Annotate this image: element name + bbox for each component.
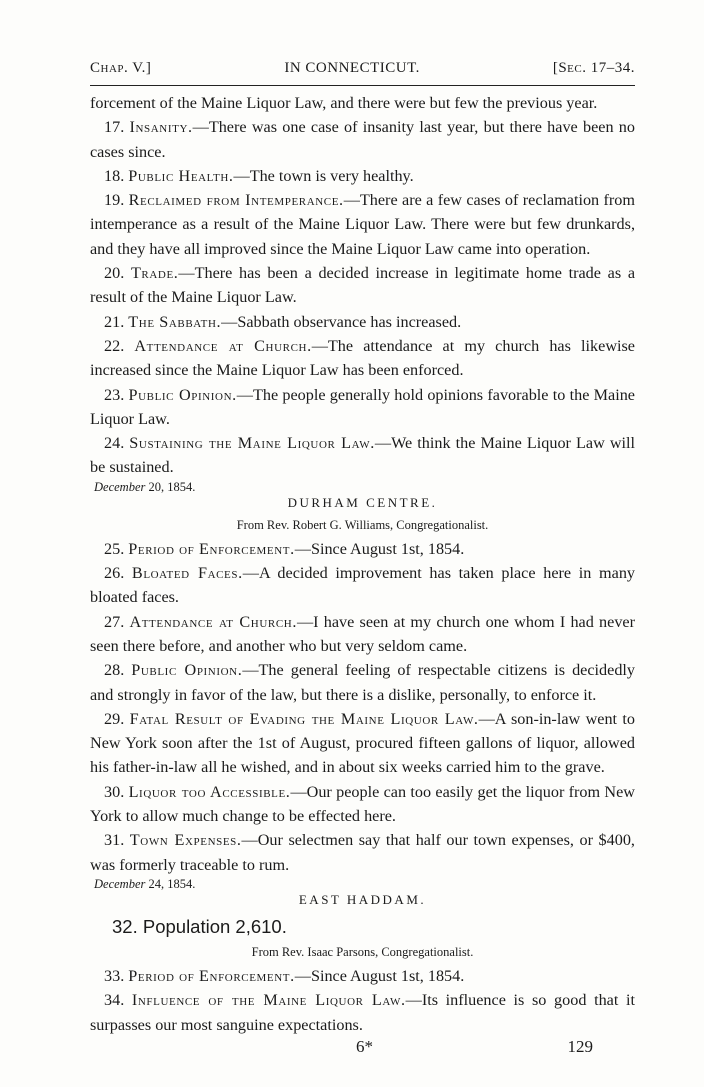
date-month: December — [94, 876, 146, 891]
item-text: —There has been a decided increase in legitimate home trade as a result of the Maine Liquor Law. — [90, 264, 636, 307]
item-number: 17. — [104, 118, 125, 137]
numbered-paragraph — [90, 658, 635, 707]
item-text: —We think the Maine Liquor Law will be sustained. — [90, 434, 636, 477]
item-title: Period of Enforcement. — [128, 966, 295, 985]
correspondent-east-haddam: From Rev. Isaac Parsons, Congregationalist. — [251, 944, 474, 959]
item-number: 23. — [104, 385, 125, 404]
item-title: Town Expenses. — [129, 831, 242, 850]
numbered-paragraph — [90, 431, 635, 480]
header-rule — [90, 85, 635, 86]
numbered-paragraph — [90, 707, 635, 780]
running-head — [90, 60, 635, 81]
date-month: December — [94, 479, 146, 494]
item-title: Liquor too Accessible. — [128, 782, 291, 801]
item-number: 18. — [104, 166, 125, 185]
numbered-paragraph — [90, 610, 635, 659]
item-list-b — [90, 537, 635, 877]
book-page — [90, 60, 635, 1057]
date-line-b — [94, 877, 635, 892]
item-text: —I have seen at my church one whom I had never seen there before, and another who but very seldom came. — [90, 612, 636, 655]
place-heading-east-haddam: EAST HADDAM. — [298, 891, 427, 907]
text-block-b — [90, 537, 635, 877]
item-list-c — [90, 964, 635, 1037]
item-title: Reclaimed from Intemperance. — [128, 191, 344, 210]
item-text: —The general feeling of respectable citizens is decidedly and strongly in favor of the law, but there is a dislike, personally, to enforce it. — [90, 661, 636, 704]
item-number: 20. — [104, 264, 125, 283]
numbered-paragraph — [90, 780, 635, 829]
numbered-paragraph — [90, 988, 635, 1037]
item-title: Sustaining the Maine Liquor Law. — [129, 434, 375, 453]
numbered-paragraph — [90, 115, 635, 164]
numbered-paragraph — [90, 334, 635, 383]
item-number: 26. — [104, 564, 125, 583]
correspondent-durham: From Rev. Robert G. Williams, Congregationalist. — [236, 517, 489, 532]
item-number: 28. — [104, 661, 125, 680]
item-title: Public Opinion. — [131, 661, 243, 680]
item-text: —Its influence is so good that it surpasses our most sanguine expectations. — [90, 991, 635, 1034]
item-text: —There was one case of insanity last year, but there have been no cases since. — [90, 118, 635, 161]
item-number: 34. — [104, 991, 125, 1010]
item-number: 22. — [104, 336, 125, 355]
item-text: —Since August 1st, 1854. — [294, 966, 465, 985]
numbered-paragraph — [90, 261, 635, 310]
text-block-a — [90, 91, 635, 480]
numbered-paragraph — [90, 310, 635, 334]
numbered-paragraph — [90, 188, 635, 261]
item-number: 31. — [104, 831, 125, 850]
item-number: 33. — [104, 966, 125, 985]
date-rest: 20, 1854. — [148, 479, 196, 494]
item-title: Insanity. — [129, 118, 193, 137]
item-title: Public Health. — [128, 166, 234, 185]
numbered-paragraph — [90, 964, 635, 988]
item-number: 27. — [104, 612, 125, 631]
place-heading-durham: DURHAM CENTRE. — [287, 494, 438, 510]
page-number: 129 — [567, 1036, 593, 1056]
item-title: Fatal Result of Evading the Maine Liquor Law. — [129, 709, 479, 728]
numbered-paragraph — [90, 164, 635, 188]
item-text: —Our people can too easily get the liquor from New York to allow much change to be effected here. — [90, 782, 636, 826]
date-rest: 24, 1854. — [148, 876, 196, 891]
item-text: —The town is very healthy. — [233, 166, 414, 185]
signature-mark: 6* — [356, 1036, 373, 1056]
item-text: —The attendance at my church has likewise increased since the Maine Liquor Law has been enforced. — [90, 336, 635, 380]
item-title: Trade. — [130, 264, 179, 283]
section-range: [Sec. 17–34. — [552, 60, 635, 76]
numbered-paragraph — [90, 561, 635, 610]
item-list-a — [90, 115, 635, 479]
item-number: 24. — [104, 434, 125, 453]
item-title: The Sabbath. — [128, 312, 222, 331]
item-text: —Our selectmen say that half our town expenses, or $400, was formerly traceable to rum. — [90, 831, 635, 874]
item-number: 29. — [104, 709, 125, 728]
running-title: IN CONNECTICUT. — [284, 60, 420, 76]
item-title: Attendance at Church. — [134, 336, 312, 355]
date-line-a — [94, 480, 635, 495]
item-title: Bloated Faces. — [131, 564, 243, 583]
item-text: —A son-in-law went to New York soon after the 1st of August, procured fifteen gallons of liquor, allowed his father-in-law all he wished, and in about six weeks carried him to the grave. — [90, 709, 636, 777]
numbered-paragraph — [90, 537, 635, 561]
numbered-paragraph — [90, 828, 635, 877]
item-text: —The people generally hold opinions favorable to the Maine Liquor Law. — [90, 385, 635, 428]
page-footer — [90, 1037, 635, 1057]
item-number: 19. — [104, 191, 125, 210]
population-line: 32. Population 2,610. — [112, 915, 287, 937]
item-number: 25. — [104, 539, 125, 558]
numbered-paragraph — [90, 383, 635, 432]
item-title: Period of Enforcement. — [128, 539, 295, 558]
item-number: 21. — [104, 312, 125, 331]
chapter-label: Chap. V.] — [90, 60, 152, 76]
text-block-c — [90, 964, 635, 1037]
item-title: Attendance at Church. — [129, 612, 297, 631]
item-text: —A decided improvement has taken place here in many bloated faces. — [90, 564, 636, 607]
item-text: —There are a few cases of reclamation from intemperance as a result of the Maine Liquor Law. There were but few drunkards, and they have all improved since the Maine Liquor Law came into operation. — [90, 191, 635, 258]
item-text: —Since August 1st, 1854. — [294, 539, 465, 558]
item-text: —Sabbath observance has increased. — [221, 312, 462, 331]
item-title: Public Opinion. — [128, 385, 237, 404]
item-number: 30. — [104, 782, 125, 801]
item-title: Influence of the Maine Liquor Law. — [131, 991, 406, 1010]
continuation-paragraph: forcement of the Maine Liquor Law, and there were but few the previous year. — [90, 94, 598, 112]
